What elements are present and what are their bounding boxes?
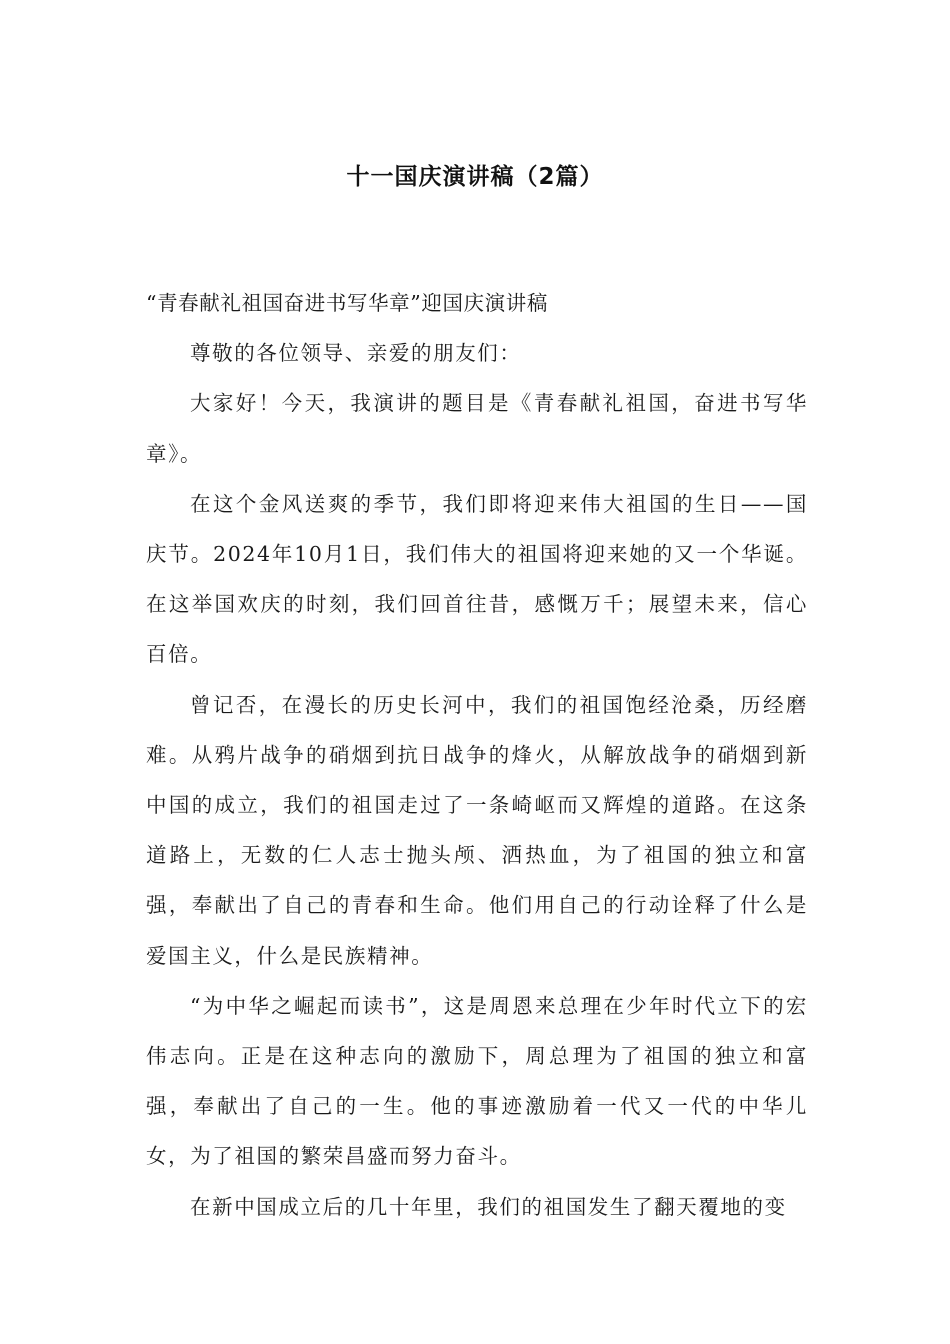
paragraph-greeting: 大家好！今天，我演讲的题目是《青春献礼祖国，奋进书写华章》。 [146,391,808,466]
paragraph-salutation: 尊敬的各位领导、亲爱的朋友们： [190,341,522,366]
document-title: 十一国庆演讲稿（2篇） [346,164,604,190]
paragraph-history: 曾记否，在漫长的历史长河中，我们的祖国饱经沧桑，历经磨难。从鸦片战争的硝烟到抗日战争的烽火，从解放战争的硝烟到新中国的成立，我们的祖国走过了一条崎岖而又辉煌的道路。在这条道路上，无数的仁人志士抛头颅、洒热血，为了祖国的独立和富强，奉献出了自己的青春和生命。他们用自己的行动诠释了什么是爱国主义，什么是民族精神。 [146,692,808,968]
paragraph-new-china: 在新中国成立后的几十年里，我们的祖国发生了翻天覆地的变 [190,1194,787,1219]
paragraph-zhou-enlai: “为中华之崛起而读书”，这是周恩来总理在少年时代立下的宏伟志向。正是在这种志向的激励下，周总理为了祖国的独立和富强，奉献出了自己的一生。他的事迹激励着一代又一代的中华儿女，为了祖国的繁荣昌盛而努力奋斗。 [146,993,808,1169]
paragraph-national-day: 在这个金风送爽的季节，我们即将迎来伟大祖国的生日——国庆节。2024年10月1日，我们伟大的祖国将迎来她的又一个华诞。在这举国欢庆的时刻，我们回首往昔，感慨万千；展望未来，信心百倍。 [146,491,808,667]
speech-subtitle: “青春献礼祖国奋进书写华章”迎国庆演讲稿 [146,291,548,315]
document-body [146,278,808,1232]
